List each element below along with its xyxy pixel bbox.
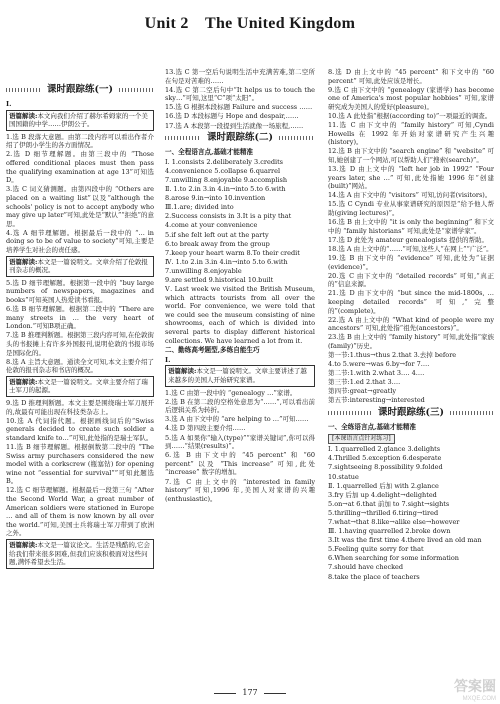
- answer-line: 6.to break away from the group: [165, 239, 270, 248]
- summary-tag: 语篇解读:: [9, 111, 38, 120]
- answer-line: Ⅳ. 1.to 2.in 3.in 4.in→into 5.to 6.with: [165, 257, 288, 266]
- answer-line: 7.sightseeing 8.possibility 9.folded: [328, 463, 443, 472]
- answer-line: 18.选 A 由上文中的“……”可知,这些人“在网上”“广泛”。: [328, 244, 493, 253]
- answer-line: 19.选 B 由下文中的 “evidence” 可知,此处为“证据(evidence)”。: [328, 253, 494, 271]
- passage-summary-box: [6, 539, 154, 569]
- lesson-banner-1: [6, 84, 154, 96]
- answer-line: 14.选 A 由下文中的 “visitors” 可知,访问者(visitors)。: [328, 191, 492, 200]
- column-middle: [165, 68, 315, 668]
- answer-line: 13.选 C 第一空后句说明生活中充满苦难,第二空所在句是对苦难的……: [165, 68, 315, 85]
- answer-line: 第一节:1.thus→thus 2.that 3.去掉 before: [328, 351, 457, 359]
- banner-rule: [450, 411, 494, 415]
- summary-tag: 语篇解读:: [9, 377, 38, 386]
- banner-title: 课时跟踪练(二): [207, 131, 273, 143]
- answer-list: [165, 68, 315, 130]
- banner-title: 课时跟踪练(三): [378, 406, 444, 418]
- answer-line: 13.选 D 由上文中的 “left her job in 1992” “Four years later, she …” 可知,此处指她 1996 年“创建(built)”网站。: [328, 165, 494, 191]
- answer-line: 4.to 5.were→was 6.by→for 7.…: [328, 360, 430, 369]
- answer-line: 5.选 A 如果你“输入(type)”“家谱关键词”,你可以得到……“结果(results)”。: [165, 433, 315, 451]
- answer-line: 5.选 D 细节理解题。根据第一段中的 “buy large numbers of newspapers, magazines and books”可知英国人热爱读书看报。: [6, 278, 154, 304]
- answer-list: [6, 110, 154, 569]
- watermark-text: 答案圈: [454, 678, 496, 694]
- unit-title: Unit 2 The United Kingdom: [144, 15, 356, 32]
- answer-line: 6.选 B 细节理解题。根据第二段中的 “There are many streets in … the very heart of London.”可知B项正确。: [6, 305, 154, 331]
- answer-line: Ⅱ. 1.quarrelled 后加 with 2.glance: [328, 481, 439, 490]
- answer-line: 8.arose 9.in→into 10.invention: [165, 194, 266, 203]
- answer-line: 9.选 D 推理判断题。本文主要是围绕瑞士军刀展开的,故最有可能出现在科技类杂志上。: [6, 399, 154, 416]
- section-number: Ⅰ.: [165, 355, 171, 364]
- answer-line: 4.convenience 5.collapse 6.quarrel: [165, 166, 281, 175]
- section-tag: [本课语言点针对练习]: [328, 434, 395, 445]
- summary-text: 本文是一篇说明文。文章介绍了伦敦报刊杂志的概况。: [9, 257, 148, 275]
- answer-line: 3.选 C 词义猜测题。由第四段中的 “Others are placed on a waiting list”以及“although the schools' policy is not to accept anybody who may give up later”可知,此处是“默认”“拒绝”的意思。: [6, 185, 154, 228]
- answer-line: 4.Thrilled 5.exception 6.desperate: [328, 454, 442, 463]
- answer-line: Ⅲ. 1.having quarrelled 2.broke down: [328, 527, 451, 536]
- answer-line: 第五节:interesting→interested: [328, 396, 425, 405]
- answer-line: 4.选 D 第四段主要介绍……: [165, 424, 246, 433]
- answer-line: 7.keep your heart warm 8.To their credit: [165, 248, 300, 257]
- answer-line: 23.选 B 由上文中的 “family history” 可知,此处指“家族(family)”历史。: [328, 333, 494, 350]
- answer-line: 3.fry 后加 up 4.delight→delighted: [328, 490, 437, 499]
- banner-rule: [328, 411, 372, 415]
- section-heading: 一、全程语言点,基础才能精准: [165, 148, 254, 157]
- banner-rule: [279, 136, 315, 140]
- answer-line: 5.Feeling quite sorry for that: [328, 545, 424, 554]
- answer-line: 第三节:1.ed 2.that 3.…: [328, 378, 401, 387]
- answer-line: 第四节:great→greatly: [328, 387, 397, 396]
- answer-line: 8.take the place of teachers: [328, 572, 420, 581]
- answer-line: 20.选 C 由下文中的 “detailed records” 可知,“真正的”信息来源。: [328, 271, 494, 289]
- answer-line: 7.unwilling 8.enjoyable: [165, 266, 242, 275]
- answer-list: [165, 167, 315, 345]
- summary-text: 本文是一篇说明文。文章主要介绍了瑞士军刀的起源。: [9, 377, 148, 395]
- answer-line: 14.选 C 第二空后句中“It helps us to touch the sky…”可知,这里“C”项“太阳”。: [165, 85, 315, 103]
- answer-line: 17.选 A 本段第一段提到生活就像一场旅程,……: [165, 121, 304, 130]
- answer-line: 9.are settled 9.historical 10.built: [165, 275, 274, 284]
- answer-line: 10.选 A 此处指“根据(according to)”一项最近的调查。: [328, 111, 492, 120]
- answer-list: [328, 445, 494, 581]
- summary-text: 本文是一篇说明文。文章主要讲述了越来越多的美国人开始研究家谱。: [168, 367, 307, 384]
- answer-list: [328, 351, 494, 405]
- answer-line: 7.should have checked: [328, 563, 404, 572]
- section-number: Ⅰ.: [6, 100, 12, 108]
- answer-line: 15.选 G 根据本段标题 Failure and success ……: [165, 103, 313, 112]
- answer-line: 4.选 A 细节理解题。根据最后一段中的 “… in doing so to be of value to society”可知,主要是培养学生对社会的责任感。: [6, 228, 154, 254]
- passage-summary-box: [6, 256, 154, 277]
- answer-line: 9.选 C 由下文中的 “genealogy (家谱学) has become one of America's most popular hobbies” 可知,家谱研究成为美国人的爱好(pleasure)。: [328, 85, 494, 111]
- answer-line: 10.statue: [328, 472, 359, 481]
- answer-line: 22.选 A 由上文中的 “What kind of people were my ancestors” 可知,此处指“祖先(ancestors)”。: [328, 315, 494, 333]
- watermark-logo: [454, 676, 496, 702]
- summary-text: 本文是一篇议论文。生活是残酷的,它会给我们带来很多困难,但我们应该积极面对这些问题,满怀希望去生活。: [9, 541, 150, 567]
- answer-line: 5.if she felt left out at the party: [165, 230, 269, 239]
- answer-line: Ⅱ. 1.to 2.in 3.in 4.in→into 5.to 6.with: [165, 185, 286, 194]
- answer-line: 1.选 B 段落大意题。由第二段内容可以看出作者介绍了伊朗小学生的各方面情况。: [6, 132, 154, 150]
- answer-line: 6.选 B 由下文中的 “45 percent” 和 “60 percent” 以及 “This increase” 可知,此处 “increase” 数字的增加。: [165, 451, 315, 477]
- summary-tag: 语篇解读:: [9, 541, 38, 549]
- answer-line: 7.unwilling 8.enjoyable 9.accomplish: [165, 175, 288, 184]
- page-number: 177: [242, 688, 258, 697]
- answer-line: 21.选 D 由下文中的 “but since the mid-1800s, … keeping detailed records” 可知,“完整的”(complete)。: [328, 289, 494, 315]
- answer-line: 第二节:1.with 2.what 3.… 4.…: [328, 369, 425, 378]
- answer-line: 17.选 D 此处为 amateur genealogists 提供的帮助。: [328, 235, 488, 244]
- answer-line: 11.选 B 细节理解题。根据倒数第二段中的 “The Swiss army purchasers considered the new model with a corkscrew (瓶塞钻) for opening wine not “essential for survival””可知此题选B。: [6, 442, 154, 486]
- footer-rule: [214, 693, 236, 694]
- answer-line: 3.选 A 由下文中的 “are helping to …”可知……: [165, 415, 309, 424]
- answer-line: Ⅴ. Last week we visited the British Museum, which attracts tourists from all over the world. For convenience, we were told that we could see the museum consisting of nine showrooms, each of which is divided into several parts to display different historical collections. We have learned a lot from it.: [165, 285, 315, 345]
- passage-summary-box: [6, 376, 154, 397]
- page-footer: [0, 688, 500, 697]
- answer-line: Ⅰ. 1.consists 2.deliberately 3.credits: [165, 157, 284, 166]
- summary-tag: 语篇解读:: [168, 367, 197, 376]
- answer-line: 11.选 C 由下文中的 “family history” 可知,Cyndi Howells 在 1992 年开始对家谱研究产生兴趣(history)。: [328, 121, 494, 147]
- lesson-banner-3: [328, 407, 494, 419]
- passage-summary-box: [165, 365, 315, 386]
- answer-line: 2.选 D 细节理解题。由第三段中的 “Those offered conditional places must then pass the qualifying examination at age 13”可知选D。: [6, 150, 154, 185]
- answer-line: 5.on→at 6.that 前加 to 7.sight→sights: [328, 499, 450, 508]
- section-heading: 二、勤练高考题型,多练自能生巧: [165, 346, 260, 355]
- summary-text: 本文向我们介绍了赫尔希姆家的一个美国国籍的中学……伊朗公子。: [9, 111, 148, 129]
- answer-list: [328, 68, 494, 351]
- passage-summary-box: [6, 110, 154, 131]
- footer-rule: [264, 693, 286, 694]
- answer-line: Ⅰ. 1.quarrelled 2.glance 3.delights: [328, 445, 441, 454]
- watermark-sub: MXQE.COM: [462, 696, 496, 702]
- answer-line: 2.Success consists in 3.It is a pity that: [165, 212, 292, 221]
- banner-rule: [165, 136, 201, 140]
- answer-line: 16.选 D 本段标题与 Hope and despair,……: [165, 112, 299, 121]
- column-left: [6, 82, 154, 682]
- banner-rule: [6, 88, 41, 92]
- answer-line: 7.what→that 8.like→alike else→however: [328, 518, 460, 526]
- answer-line: 7.选 C 由上文中的 “interested in family history” 可知,1996 年,美国人对家谱的兴趣(enthusiastic)。: [165, 477, 315, 503]
- answer-line: 3.It was the first time 4.there lived an old man: [328, 536, 482, 545]
- summary-tag: 语篇解读:: [9, 257, 38, 266]
- answer-line: 8.选 A 主旨大意题。通读全文可知,本文主要介绍了伦敦的报刊杂志和书店的概况。: [6, 357, 154, 375]
- answer-line: 6.When searching for some information: [328, 554, 459, 563]
- answer-line: 12.选 B 由下文中的 “search engine” 和 “website” 可知,她创建了一个网站,可以帮助人们“搜索(search)”。: [328, 147, 494, 164]
- answer-line: 7.选 B 推理判断题。根据第三段内容可知,在伦敦街头的书报摊上有许多外国报刊,说明伦敦的书报市场是国际化的。: [6, 331, 154, 357]
- answer-line: 10.选 A 代词指代题。根据画线词后的“Swiss generals decided to create such soldier a standard knife to…”可知,此处指的是瑞士军队。: [6, 416, 154, 442]
- lesson-banner-2: [165, 132, 315, 144]
- answer-line: 4.come at your convenience: [165, 221, 258, 230]
- answer-line: 2.选 B 在第二段的空格处意思为“……”,可以看出前后逻辑关系为转折。: [165, 397, 315, 415]
- answer-line: 8.选 D 由上文中的 “45 percent” 和下文中的 “60 percent” 可知,此处应该是增长。: [328, 68, 494, 85]
- answer-list: [165, 365, 315, 503]
- answer-line: 12.选 C 细节理解题。根据最后一段第三句 “After the Second World War, a great number of American soldiers were stationed in Europe … and all of them is now known by all over the world.”可知,美国士兵将瑞士军刀带到了欧洲之外。: [6, 486, 154, 538]
- answer-line: 16.选 B 由上文中的 “it is only the beginning” 和下文中的 “family historians” 可知,此处是“家谱学家”。: [328, 218, 494, 235]
- answer-line: 1.选 C 由第一段中的 “genealogy …”家谱。: [165, 388, 297, 397]
- section-heading: 一、全练语言点,基础才能精准: [328, 423, 417, 432]
- banner-title: 课时跟踪练(一): [47, 83, 113, 95]
- answer-line: 15.选 C Cyndi 专业从事家谱研究的原因是“给予他人帮助(giving lectures)”。: [328, 200, 494, 217]
- answer-line: 5.thrilling→thrilled 6.tiring→tired: [328, 508, 439, 517]
- answer-line: Ⅲ.1.are; divided into: [165, 203, 234, 212]
- column-right: [328, 68, 494, 676]
- banner-rule: [119, 88, 154, 92]
